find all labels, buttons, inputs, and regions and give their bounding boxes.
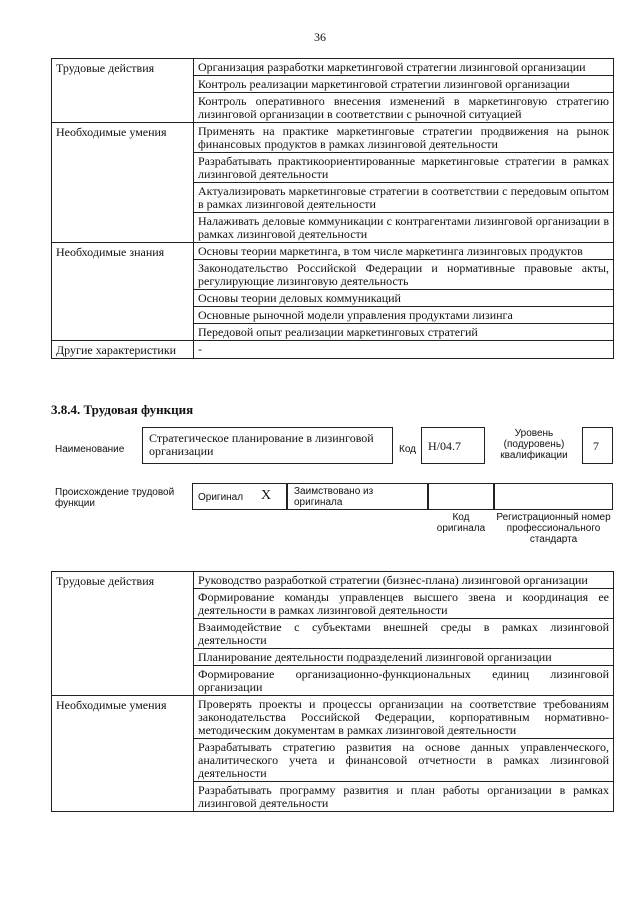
table-cell: Основы теории маркетинга, в том числе маркетинга лизинговых продуктов bbox=[194, 243, 614, 260]
code-value-box bbox=[421, 427, 485, 464]
competency-table-2 bbox=[51, 571, 614, 812]
borrowed-label: Заимствовано из оригинала bbox=[294, 486, 374, 508]
borrowed-box bbox=[287, 483, 428, 510]
code-original-box bbox=[428, 483, 494, 510]
table-cell: Взаимодействие с субъектами внешней среды в рамках лизинговой деятельности bbox=[194, 619, 614, 649]
table-cell: Контроль оперативного внесения изменений в маркетинговую стратегию лизинговой организации в соответствии с рыночной ситуацией bbox=[194, 93, 614, 123]
table-cell: Налаживать деловые коммуникации с контрагентами лизинговой организации в рамках лизинговой деятельности bbox=[194, 213, 614, 243]
table-cell: Планирование деятельности подразделений лизинговой организации bbox=[194, 649, 614, 666]
section-title: 3.8.4. Трудовая функция bbox=[51, 402, 194, 417]
table-cell: Формирование команды управленцев высшего звена и координация ее деятельности в рамках лизинговой деятельности bbox=[194, 589, 614, 619]
function-name: Стратегическое планирование в лизинговой организации bbox=[149, 431, 374, 458]
table-cell: Разрабатывать стратегию развития на основе данных управленческого, аналитического учета и финансовой отчетности в рамках лизинговой деятельности bbox=[194, 739, 614, 782]
table-cell: Основные рыночной модели управления продуктами лизинга bbox=[194, 307, 614, 324]
row-header: Другие характеристики bbox=[52, 341, 194, 359]
table-cell: Формирование организационно-функциональных единиц лизинговой организации bbox=[194, 666, 614, 696]
reg-number-caption: Регистрационный номер профессионального стандарта bbox=[496, 512, 611, 545]
original-label: Оригинал bbox=[198, 492, 244, 503]
table-cell: Проверять проекты и процессы организации на соответствие требованиям законодательства Российской Федерации, корпоративным нормативно-методическим документам в рамках лизинговой деятельности bbox=[194, 696, 614, 739]
level-value-box bbox=[582, 427, 613, 464]
origin-label: Происхождение трудовой функции bbox=[55, 487, 175, 509]
page-number: 36 bbox=[314, 30, 326, 44]
level-label: Уровень (подуровень) квалификации bbox=[500, 428, 568, 461]
reg-number-box bbox=[494, 483, 613, 510]
row-header: Необходимые знания bbox=[52, 243, 194, 341]
table-cell: Применять на практике маркетинговые стратегии продвижения на рынок финансовых продуктов в рамках лизинговой деятельности bbox=[194, 123, 614, 153]
table-cell: Разрабатывать практикоориентированные маркетинговые стратегии в рамках лизинговой деятельности bbox=[194, 153, 614, 183]
original-mark: X bbox=[261, 488, 272, 503]
table-cell: Передовой опыт реализации маркетинговых стратегий bbox=[194, 324, 614, 341]
competency-table-1 bbox=[51, 58, 614, 359]
level-value: 7 bbox=[593, 439, 599, 453]
table-cell: - bbox=[194, 341, 614, 359]
row-header: Трудовые действия bbox=[52, 572, 194, 696]
table-cell: Законодательство Российской Федерации и нормативные правовые акты, регулирующие лизинговую деятельность bbox=[194, 260, 614, 290]
name-value-box bbox=[142, 427, 393, 464]
table-cell: Разрабатывать программу развития и план работы организации в рамках лизинговой деятельности bbox=[194, 782, 614, 812]
row-header: Необходимые умения bbox=[52, 123, 194, 243]
table-cell: Контроль реализации маркетинговой стратегии лизинговой организации bbox=[194, 76, 614, 93]
table-cell: Основы теории деловых коммуникаций bbox=[194, 290, 614, 307]
row-header: Необходимые умения bbox=[52, 696, 194, 812]
table-cell: Руководство разработкой стратегии (бизнес-плана) лизинговой организации bbox=[194, 572, 614, 589]
code-original-caption: Код оригинала bbox=[436, 512, 486, 534]
original-box bbox=[192, 483, 287, 510]
row-header: Трудовые действия bbox=[52, 59, 194, 123]
code-value: H/04.7 bbox=[428, 439, 461, 453]
name-label: Наименование bbox=[55, 444, 125, 455]
code-label: Код bbox=[399, 444, 417, 455]
table-cell: Актуализировать маркетинговые стратегии в соответствии с передовым опытом в рамках лизинговой деятельности bbox=[194, 183, 614, 213]
table-cell: Организация разработки маркетинговой стратегии лизинговой организации bbox=[194, 59, 614, 76]
